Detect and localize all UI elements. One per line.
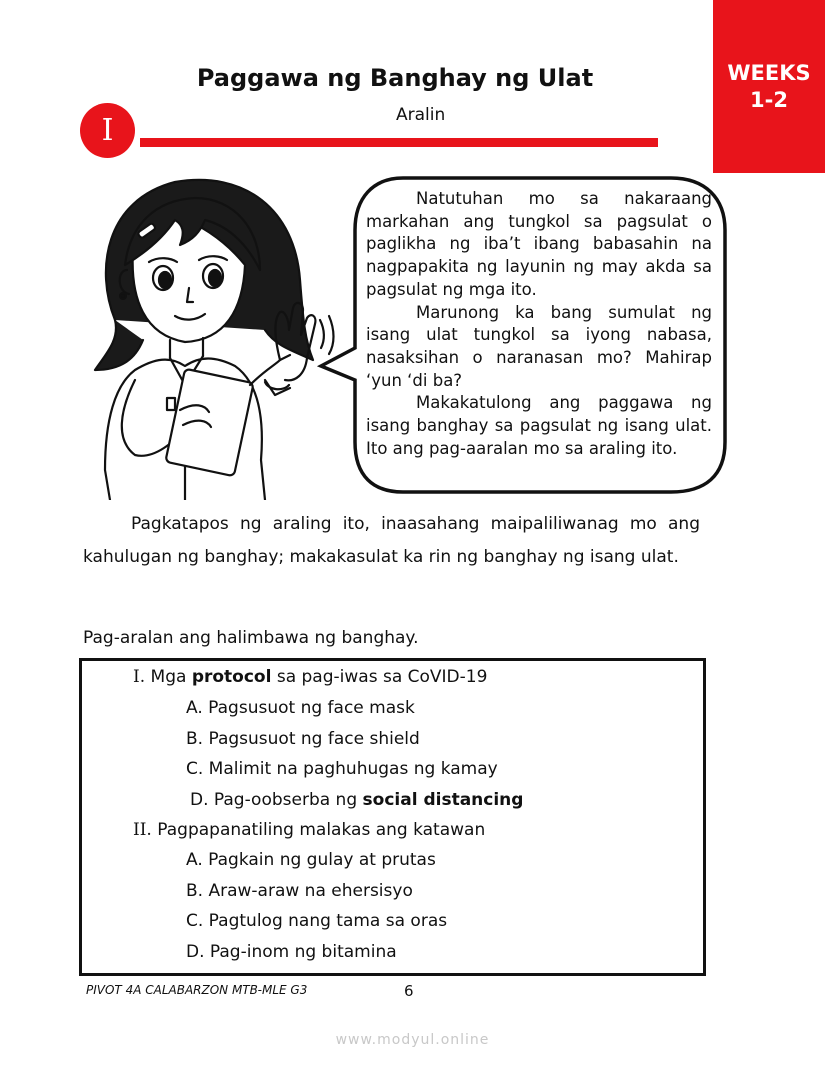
bubble-paragraph: Makakatulong ang paggawa ng isang banghay sa pagsulat ng isang ulat. Ito ang pag-aaralan mo sa araling ito. — [366, 393, 712, 458]
outline-item — [190, 790, 523, 810]
outline-item: A. Pagsusuot ng face mask — [186, 698, 415, 718]
bubble-text — [366, 188, 712, 460]
outline-text: D. Pag-oobserba ng — [190, 790, 363, 810]
page-number: 6 — [404, 982, 414, 1000]
footer-source: PIVOT 4A CALABARZON MTB-MLE G3 — [86, 983, 308, 997]
outline-item: A. Pagkain ng gulay at prutas — [186, 850, 436, 870]
objective-paragraph — [83, 508, 700, 574]
outline-item: C. Malimit na paghuhugas ng kamay — [186, 759, 498, 779]
outline-keyword: social distancing — [362, 790, 524, 810]
section-numeral-badge: I — [80, 103, 135, 158]
watermark: www.modyul.online — [335, 1032, 490, 1048]
outline-numeral: II. — [133, 820, 152, 840]
weeks-label: WEEKS — [727, 61, 811, 85]
outline-text: Pagpapanatiling malakas ang katawan — [157, 820, 486, 840]
page-subtitle: Aralin — [396, 105, 446, 125]
outline-numeral: I. — [133, 667, 146, 687]
header-divider — [140, 138, 658, 147]
bubble-paragraph: Natutuhan mo sa nakaraang markahan ang tungkol sa pagsulat o paglikha ng iba’t ibang babasahin na nagpapakita ng layunin ng may akda sa pagsulat ng mga ito. — [366, 189, 712, 299]
outline-item: B. Pagsusuot ng face shield — [186, 729, 420, 749]
objective-text: Pagkatapos ng araling ito, inaasahang maipaliliwanag mo ang kahulugan ng banghay; makakasulat ka rin ng banghay ng isang ulat. — [83, 514, 700, 567]
outline-item: D. Pag-inom ng bitamina — [186, 942, 397, 962]
outline-keyword: protocol — [191, 667, 272, 687]
weeks-range: 1-2 — [750, 88, 788, 112]
outline-text: Mga — [150, 667, 192, 687]
outline-item: C. Pagtulog nang tama sa oras — [186, 911, 448, 931]
bubble-paragraph: Marunong ka bang sumulat ng isang ulat tungkol sa iyong nabasa, nasaksihan o naranasan mo? Mahirap ‘yun ‘di ba? — [366, 302, 712, 390]
outline-section-2 — [133, 820, 485, 840]
outline-item: B. Araw-araw na ehersisyo — [186, 881, 413, 901]
outline-text: sa pag-iwas sa CoVID-19 — [271, 667, 488, 687]
page-title: Paggawa ng Banghay ng Ulat — [196, 64, 594, 92]
study-prompt: Pag-aralan ang halimbawa ng banghay. — [83, 628, 419, 648]
outline-section-1 — [133, 667, 487, 687]
